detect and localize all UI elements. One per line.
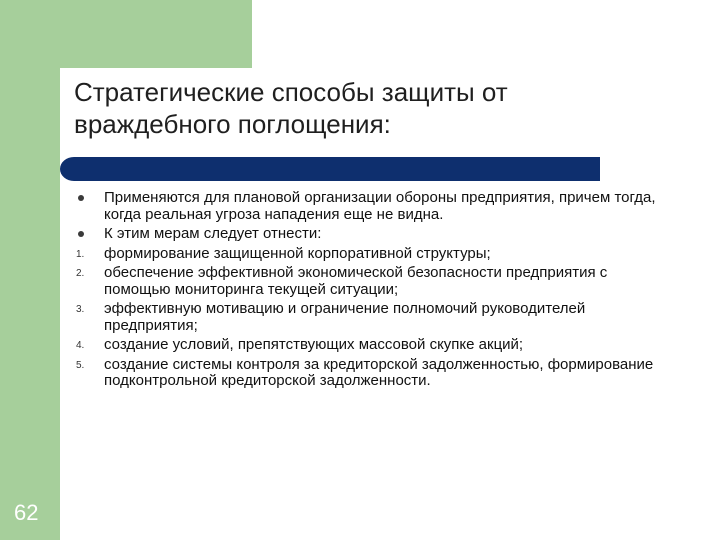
list-item: [76, 265, 666, 298]
list-item-number: 5.: [76, 359, 85, 371]
list-item: [76, 226, 666, 243]
list-item: [76, 357, 666, 390]
list-item-text: создание системы контроля за кредиторской задолженностью, формирование подконтрольной кредиторской задолженности.: [104, 355, 654, 389]
list-item: [76, 190, 666, 223]
list-item: [76, 337, 666, 354]
title-divider-bar: [74, 157, 600, 181]
decorative-green-sidebar: [0, 0, 60, 540]
list-item: [76, 246, 666, 263]
slide-title-line-2: враждебного поглощения:: [74, 109, 391, 139]
list-item: [76, 301, 666, 334]
slide-number: 62: [14, 500, 39, 525]
list-item-text: формирование защищенной корпоративной структуры;: [104, 244, 491, 262]
list-item-text: К этим мерам следует отнести:: [104, 225, 322, 242]
slide-title-line-1: Стратегические способы защиты от: [74, 77, 508, 107]
list-item-number: 2.: [76, 268, 85, 279]
list-item-number: 4.: [76, 340, 85, 351]
list-item-text: Применяются для плановой организации обороны предприятия, причем тогда, когда реальная угроза нападения еще не видна.: [104, 189, 656, 223]
bullet-icon: [78, 231, 84, 237]
list-item-number: 3.: [76, 304, 85, 315]
list-item-number: 1.: [76, 248, 85, 260]
content-list: [76, 190, 666, 393]
list-item-text: эффективную мотивацию и ограничение полномочий руководителей предприятия;: [104, 300, 586, 334]
slide-title: [74, 76, 674, 140]
list-item-text: создание условий, препятствующих массовой скупке акций;: [104, 336, 524, 353]
list-item-text: обеспечение эффективной экономической безопасности предприятия с помощью мониторинга текущей ситуации;: [104, 264, 608, 298]
bullet-icon: [78, 195, 84, 201]
